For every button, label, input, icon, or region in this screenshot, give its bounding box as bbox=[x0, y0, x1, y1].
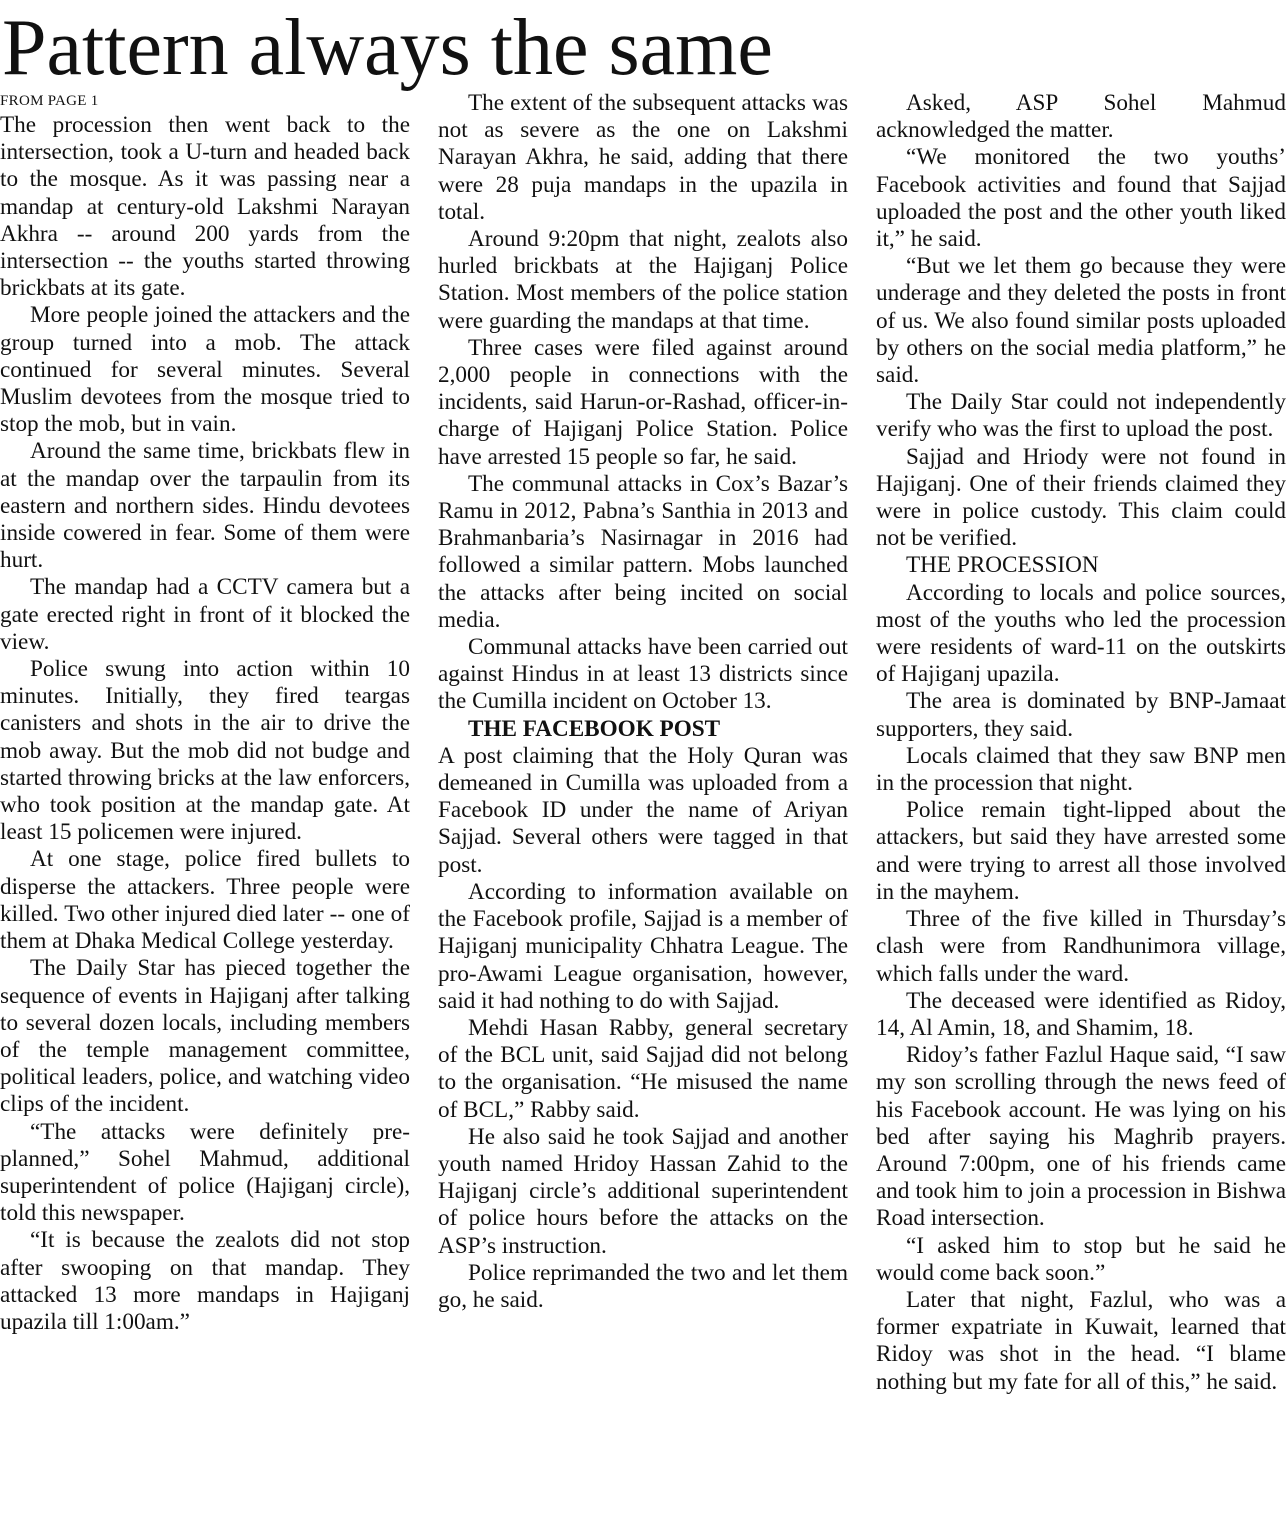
paragraph: The Daily Star could not independently verify who was the first to upload the post. bbox=[876, 389, 1286, 443]
paragraph: The area is dominated by BNP-Jamaat supporters, they said. bbox=[876, 688, 1286, 742]
paragraph: Later that night, Fazlul, who was a former expatriate in Kuwait, learned that Ridoy was shot in the head. “I blame nothing but my fate for all of this,” he said. bbox=[876, 1286, 1286, 1395]
paragraph: The deceased were identified as Ridoy, 14, Al Amin, 18, and Shamim, 18. bbox=[876, 987, 1286, 1041]
paragraph: According to locals and police sources, most of the youths who led the procession were residents of ward-11 on the outskirts of Hajiganj upazila. bbox=[876, 579, 1286, 688]
section-subhead: THE PROCESSION bbox=[906, 552, 1099, 579]
paragraph: Mehdi Hasan Rabby, general secretary of the BCL unit, said Sajjad did not belong to the organisation. “He misused the name of BCL,” Rabby said. bbox=[438, 1014, 848, 1123]
paragraph: Around 9:20pm that night, zealots also hurled brickbats at the Hajiganj Police Station. Most members of the police station were guarding the mandaps at that time. bbox=[438, 226, 848, 334]
paragraph: The mandap had a CCTV camera but a gate erected right in front of it blocked the view. bbox=[0, 574, 410, 655]
paragraph: More people joined the attackers and the group turned into a mob. The attack continued for several minutes. Several Muslim devotees from the mosque tried to stop the mob, but in vain. bbox=[0, 302, 410, 438]
paragraph: Sajjad and Hriody were not found in Hajiganj. One of their friends claimed they were in police custody. This claim could not be verified. bbox=[876, 443, 1286, 552]
paragraph: He also said he took Sajjad and another youth named Hridoy Hassan Zahid to the Hajiganj circle’s additional superintendent of police hours before the attacks on the ASP’s instruction. bbox=[438, 1123, 848, 1259]
paragraph: “It is because the zealots did not stop after swooping on that mandap. They attacked 13 more mandaps in Hajiganj upazila till 1:00am.” bbox=[0, 1227, 410, 1335]
paragraph: At one stage, police fired bullets to disperse the attackers. Three people were killed. Two other injured died later -- one of them at Dhaka Medical College yesterday. bbox=[0, 846, 410, 955]
article-column-1 bbox=[0, 90, 410, 1336]
paragraph: Around the same time, brickbats flew in at the mandap over the tarpaulin from its eastern and northern sides. Hindu devotees inside cowered in fear. Some of them were hurt. bbox=[0, 438, 410, 574]
paragraph: Three cases were filed against around 2,000 people in connections with the incidents, said Harun-or-Rashad, officer-in-charge of Hajiganj Police Station. Police have arrested 15 people so far, he said. bbox=[438, 334, 848, 470]
paragraph: Communal attacks have been carried out against Hindus in at least 13 districts since the Cumilla incident on October 13. bbox=[438, 634, 848, 715]
paragraph: A post claiming that the Holy Quran was demeaned in Cumilla was uploaded from a Facebook ID under the name of Ariyan Sajjad. Several others were tagged in that post. bbox=[438, 742, 848, 878]
paragraph: “We monitored the two youths’ Facebook activities and found that Sajjad uploaded the post and the other youth liked it,” he said. bbox=[876, 144, 1286, 253]
jump-line: FROM PAGE 1 bbox=[0, 93, 99, 109]
section-subhead: THE FACEBOOK POST bbox=[468, 715, 721, 742]
paragraph: Locals claimed that they saw BNP men in the procession that night. bbox=[876, 742, 1286, 797]
article-column-3 bbox=[876, 90, 1286, 1396]
paragraph: “But we let them go because they were underage and they deleted the posts in front of us. We also found similar posts uploaded by others on the social media platform,” he said. bbox=[876, 253, 1286, 389]
paragraph: Ridoy’s father Fazlul Haque said, “I saw my son scrolling through the news feed of his Facebook account. He was lying on his bed after saying his Maghrib prayers. Around 7:00pm, one of his friends came and took him to join a procession in Bishwa Road intersection. bbox=[876, 1042, 1286, 1232]
paragraph: “I asked him to stop but he said he would come back soon.” bbox=[876, 1232, 1286, 1286]
paragraph: According to information available on the Facebook profile, Sajjad is a member of Hajiganj municipality Chhatra League. The pro-Awami League organisation, however, said it had nothing to do with Sajjad. bbox=[438, 878, 848, 1014]
paragraph: The extent of the subsequent attacks was not as severe as the one on Lakshmi Narayan Akhra, he said, adding that there were 28 puja mandaps in the upazila in total. bbox=[438, 90, 848, 225]
paragraph: Police remain tight-lipped about the attackers, but said they have arrested some and were trying to arrest all those involved in the mayhem. bbox=[876, 797, 1286, 905]
paragraph: The communal attacks in Cox’s Bazar’s Ramu in 2012, Pabna’s Santhia in 2013 and Brahmanbaria’s Nasirnagar in 2016 had followed a similar pattern. Mobs launched the attacks after being incited on social media. bbox=[438, 470, 848, 633]
paragraph: Police swung into action within 10 minutes. Initially, they fired teargas canisters and shots in the air to drive the mob away. But the mob did not budge and started throwing bricks at the law enforcers, who took position at the mandap gate. At least 15 policemen were injured. bbox=[0, 656, 410, 846]
paragraph: The procession then went back to the intersection, took a U-turn and headed back to the mosque. As it was passing near a mandap at century-old Lakshmi Narayan Akhra -- around 200 yards from the intersection -- the youths started throwing brickbats at its gate. bbox=[0, 112, 410, 302]
headline: Pattern always the same bbox=[2, 4, 773, 92]
paragraph: The Daily Star has pieced together the sequence of events in Hajiganj after talking to several dozen locals, including members of the temple management committee, political leaders, police, and watching video clips of the incident. bbox=[0, 955, 410, 1118]
article-column-2 bbox=[438, 90, 848, 1314]
paragraph: “The attacks were definitely pre-planned,” Sohel Mahmud, additional superintendent of police (Hajiganj circle), told this newspaper. bbox=[0, 1118, 410, 1227]
paragraph: Asked, ASP Sohel Mahmud acknowledged the matter. bbox=[876, 90, 1286, 144]
paragraph: Police reprimanded the two and let them go, he said. bbox=[438, 1259, 848, 1313]
paragraph: Three of the five killed in Thursday’s clash were from Randhunimora village, which falls under the ward. bbox=[876, 906, 1286, 987]
